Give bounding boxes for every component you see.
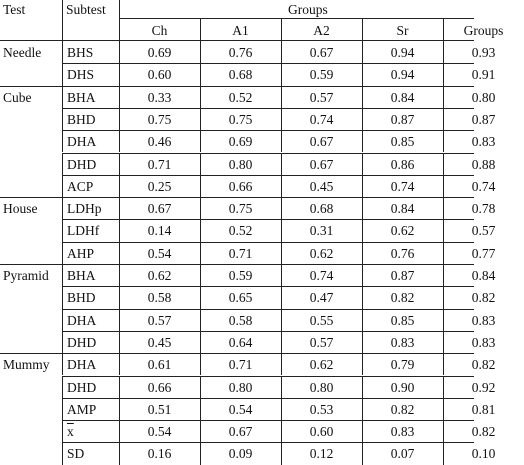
value-cell: 0.67 xyxy=(309,134,334,150)
row-vline xyxy=(119,442,120,464)
value-cell: 0.57 xyxy=(309,334,334,350)
row-vline xyxy=(281,442,282,464)
row-vline xyxy=(281,242,282,264)
row-vline xyxy=(362,242,363,264)
subtest-label: BHS xyxy=(67,45,94,60)
row-vline xyxy=(119,286,120,308)
row-vline xyxy=(119,108,120,130)
header-vline-test xyxy=(62,0,63,40)
value-cell: 0.82 xyxy=(390,290,415,306)
value-cell: 0.45 xyxy=(309,178,334,194)
row-vline xyxy=(119,219,120,241)
row-rule xyxy=(62,219,474,220)
value-cell: 0.80 xyxy=(228,379,253,395)
value-cell: 0.07 xyxy=(390,446,415,462)
row-vline xyxy=(200,63,201,85)
subtest-label: AHP xyxy=(67,245,95,261)
row-rule xyxy=(0,264,474,265)
value-cell: 0.79 xyxy=(390,357,415,373)
row-vline xyxy=(443,376,444,398)
value-cell: 0.82 xyxy=(471,290,496,306)
value-cell: 0.33 xyxy=(147,89,172,105)
row-vline xyxy=(62,442,63,464)
row-vline xyxy=(281,63,282,85)
row-rule xyxy=(62,398,474,399)
subtest-label: BHD xyxy=(67,290,96,306)
value-cell: 0.69 xyxy=(147,45,172,60)
row-vline xyxy=(281,153,282,175)
value-cell: 0.82 xyxy=(471,424,496,440)
subtest-label: LDHf xyxy=(67,223,100,239)
value-cell: 0.59 xyxy=(309,67,334,83)
value-cell: 0.94 xyxy=(390,45,415,60)
row-vline xyxy=(443,331,444,353)
value-cell: 0.64 xyxy=(228,334,253,350)
value-cell: 0.71 xyxy=(228,357,253,373)
value-cell: 0.57 xyxy=(471,223,496,239)
value-cell: 0.81 xyxy=(471,401,496,417)
header-col-sr: Sr xyxy=(396,23,409,38)
value-cell: 0.60 xyxy=(147,67,172,83)
row-vline xyxy=(281,309,282,331)
value-cell: 0.68 xyxy=(228,67,253,83)
subtest-label: $\overline{x}$ xyxy=(67,424,74,440)
value-cell: 0.87 xyxy=(390,268,415,283)
value-cell: 0.10 xyxy=(471,446,496,462)
row-vline xyxy=(281,197,282,219)
row-vline xyxy=(200,331,201,353)
row-vline xyxy=(281,41,282,63)
value-cell: 0.62 xyxy=(390,223,415,239)
row-vline xyxy=(362,376,363,398)
value-cell: 0.87 xyxy=(471,111,496,127)
header-col-a1: A1 xyxy=(232,23,249,38)
value-cell: 0.52 xyxy=(228,223,253,239)
value-cell: 0.74 xyxy=(309,111,334,127)
header-subtest: Subtest xyxy=(66,2,106,17)
header-vline-col-1 xyxy=(281,18,282,40)
row-vline xyxy=(281,376,282,398)
value-cell: 0.55 xyxy=(309,312,334,328)
value-cell: 0.62 xyxy=(147,268,172,283)
value-cell: 0.83 xyxy=(471,334,496,350)
row-vline xyxy=(119,197,120,219)
row-vline xyxy=(362,264,363,286)
row-vline xyxy=(119,376,120,398)
row-rule xyxy=(0,86,474,87)
subtest-label: DHS xyxy=(67,67,95,83)
value-cell: 0.88 xyxy=(471,156,496,172)
value-cell: 0.57 xyxy=(309,89,334,105)
row-rule xyxy=(62,309,474,310)
value-cell: 0.53 xyxy=(309,401,334,417)
row-vline xyxy=(281,175,282,197)
row-rule xyxy=(62,242,474,243)
row-vline xyxy=(62,175,63,197)
row-vline xyxy=(62,376,63,398)
subtest-label: LDHp xyxy=(67,201,102,217)
row-vline xyxy=(62,219,63,241)
subtest-label: DHA xyxy=(67,134,97,150)
row-vline xyxy=(200,175,201,197)
row-vline xyxy=(443,175,444,197)
row-vline xyxy=(281,108,282,130)
row-vline xyxy=(281,219,282,241)
row-vline xyxy=(62,309,63,331)
value-cell: 0.65 xyxy=(228,290,253,306)
value-cell: 0.69 xyxy=(228,134,253,150)
value-cell: 0.66 xyxy=(147,379,172,395)
header-rule-bottom xyxy=(0,40,474,41)
row-vline xyxy=(119,242,120,264)
row-vline xyxy=(362,41,363,63)
value-cell: 0.75 xyxy=(228,111,253,127)
row-vline xyxy=(62,398,63,420)
row-vline xyxy=(62,63,63,85)
value-cell: 0.14 xyxy=(147,223,172,239)
value-cell: 0.80 xyxy=(228,156,253,172)
value-cell: 0.74 xyxy=(390,178,415,194)
value-cell: 0.57 xyxy=(147,312,172,328)
row-vline xyxy=(119,86,120,108)
row-vline xyxy=(443,420,444,442)
row-vline xyxy=(362,153,363,175)
value-cell: 0.67 xyxy=(147,201,172,217)
row-vline xyxy=(200,219,201,241)
row-vline xyxy=(362,175,363,197)
row-vline xyxy=(362,286,363,308)
value-cell: 0.82 xyxy=(390,401,415,417)
row-vline xyxy=(362,219,363,241)
row-vline xyxy=(62,242,63,264)
subtest-label: DHA xyxy=(67,357,97,373)
row-vline xyxy=(281,130,282,152)
value-cell: 0.46 xyxy=(147,134,172,150)
test-label: Pyramid xyxy=(3,268,49,283)
row-rule xyxy=(0,197,474,198)
row-vline xyxy=(281,286,282,308)
subtest-label: DHD xyxy=(67,334,97,350)
test-label: Cube xyxy=(3,89,32,105)
value-cell: 0.12 xyxy=(309,446,334,462)
row-vline xyxy=(119,130,120,152)
row-vline xyxy=(200,108,201,130)
value-cell: 0.54 xyxy=(228,401,253,417)
row-vline xyxy=(362,197,363,219)
value-cell: 0.31 xyxy=(309,223,334,239)
row-vline xyxy=(62,331,63,353)
value-cell: 0.62 xyxy=(309,357,334,373)
row-vline xyxy=(62,86,63,108)
row-vline xyxy=(62,420,63,442)
row-vline xyxy=(62,108,63,130)
row-vline xyxy=(443,242,444,264)
value-cell: 0.84 xyxy=(390,201,415,217)
test-label: Mummy xyxy=(3,357,50,373)
row-vline xyxy=(119,175,120,197)
test-label: House xyxy=(3,201,38,217)
value-cell: 0.60 xyxy=(309,424,334,440)
row-vline xyxy=(362,398,363,420)
value-cell: 0.58 xyxy=(147,290,172,306)
value-cell: 0.59 xyxy=(228,268,253,283)
value-cell: 0.94 xyxy=(390,67,415,83)
value-cell: 0.74 xyxy=(309,268,334,283)
row-vline xyxy=(200,286,201,308)
value-cell: 0.87 xyxy=(390,111,415,127)
row-vline xyxy=(200,264,201,286)
row-vline xyxy=(119,264,120,286)
row-vline xyxy=(443,309,444,331)
value-cell: 0.85 xyxy=(390,134,415,150)
value-cell: 0.77 xyxy=(471,245,496,261)
value-cell: 0.67 xyxy=(228,424,253,440)
value-cell: 0.52 xyxy=(228,89,253,105)
value-cell: 0.76 xyxy=(228,45,253,60)
test-label: Needle xyxy=(3,45,42,60)
value-cell: 0.86 xyxy=(390,156,415,172)
header-rule-groups xyxy=(119,18,474,19)
value-cell: 0.82 xyxy=(471,357,496,373)
value-cell: 0.84 xyxy=(471,268,496,283)
row-rule xyxy=(62,376,474,377)
value-cell: 0.85 xyxy=(390,312,415,328)
row-rule xyxy=(62,442,474,443)
header-vline-col-2 xyxy=(362,18,363,40)
subtest-label: DHD xyxy=(67,156,97,172)
row-rule xyxy=(62,175,474,176)
row-rule xyxy=(62,63,474,64)
row-vline xyxy=(443,41,444,63)
row-vline xyxy=(362,442,363,464)
value-cell: 0.83 xyxy=(390,334,415,350)
value-cell: 0.67 xyxy=(309,156,334,172)
value-cell: 0.54 xyxy=(147,424,172,440)
row-vline xyxy=(443,398,444,420)
row-vline xyxy=(62,153,63,175)
value-cell: 0.62 xyxy=(309,245,334,261)
row-vline xyxy=(200,420,201,442)
value-cell: 0.92 xyxy=(471,379,496,395)
row-rule xyxy=(0,353,474,354)
row-rule xyxy=(62,108,474,109)
value-cell: 0.71 xyxy=(228,245,253,261)
row-vline xyxy=(281,398,282,420)
row-vline xyxy=(119,331,120,353)
row-vline xyxy=(443,86,444,108)
row-vline xyxy=(443,63,444,85)
subtest-label: AMP xyxy=(67,401,97,417)
row-vline xyxy=(62,264,63,286)
row-vline xyxy=(62,41,63,63)
row-vline xyxy=(362,420,363,442)
subtest-label: ACP xyxy=(67,178,94,194)
subtest-label: DHD xyxy=(67,379,97,395)
row-vline xyxy=(62,130,63,152)
row-vline xyxy=(281,86,282,108)
row-vline xyxy=(362,108,363,130)
row-vline xyxy=(200,153,201,175)
row-vline xyxy=(443,108,444,130)
row-vline xyxy=(200,309,201,331)
row-vline xyxy=(362,63,363,85)
header-vline-col-3 xyxy=(443,18,444,40)
row-vline xyxy=(200,442,201,464)
row-vline xyxy=(119,41,120,63)
header-col-groups: Groups xyxy=(463,23,504,38)
value-cell: 0.91 xyxy=(471,67,496,83)
value-cell: 0.67 xyxy=(309,45,334,60)
value-cell: 0.76 xyxy=(390,245,415,261)
subtest-label: DHA xyxy=(67,312,97,328)
header-groups: Groups xyxy=(288,2,328,17)
row-vline xyxy=(443,442,444,464)
row-vline xyxy=(281,353,282,375)
row-vline xyxy=(443,353,444,375)
value-cell: 0.66 xyxy=(228,178,253,194)
value-cell: 0.68 xyxy=(309,201,334,217)
subtest-label: BHD xyxy=(67,111,96,127)
value-cell: 0.83 xyxy=(390,424,415,440)
row-rule xyxy=(62,153,474,154)
row-rule xyxy=(62,420,474,421)
row-vline xyxy=(200,86,201,108)
header-vline-col-0 xyxy=(200,18,201,40)
value-cell: 0.80 xyxy=(471,89,496,105)
row-vline xyxy=(362,130,363,152)
row-vline xyxy=(443,197,444,219)
row-rule xyxy=(62,331,474,332)
row-vline xyxy=(281,420,282,442)
row-vline xyxy=(443,153,444,175)
value-cell: 0.58 xyxy=(228,312,253,328)
row-vline xyxy=(200,376,201,398)
value-cell: 0.75 xyxy=(228,201,253,217)
row-vline xyxy=(62,286,63,308)
value-cell: 0.83 xyxy=(471,134,496,150)
subtest-label: BHA xyxy=(67,89,96,105)
value-cell: 0.16 xyxy=(147,446,172,462)
value-cell: 0.54 xyxy=(147,245,172,261)
row-vline xyxy=(362,309,363,331)
row-vline xyxy=(362,331,363,353)
value-cell: 0.90 xyxy=(390,379,415,395)
subtest-label: BHA xyxy=(67,268,96,283)
row-vline xyxy=(62,353,63,375)
header-vline-subtest xyxy=(119,0,120,40)
value-cell: 0.84 xyxy=(390,89,415,105)
value-cell: 0.80 xyxy=(309,379,334,395)
value-cell: 0.71 xyxy=(147,156,172,172)
row-vline xyxy=(200,197,201,219)
row-vline xyxy=(200,130,201,152)
row-vline xyxy=(119,398,120,420)
header-col-ch: Ch xyxy=(151,23,168,38)
value-cell: 0.74 xyxy=(471,178,496,194)
row-vline xyxy=(443,286,444,308)
row-vline xyxy=(119,309,120,331)
subtest-label: SD xyxy=(67,446,85,462)
row-vline xyxy=(200,353,201,375)
row-vline xyxy=(119,153,120,175)
row-vline xyxy=(443,130,444,152)
header-col-a2: A2 xyxy=(313,23,330,38)
row-vline xyxy=(200,398,201,420)
row-vline xyxy=(119,63,120,85)
row-rule xyxy=(62,286,474,287)
row-rule xyxy=(62,130,474,131)
header-test: Test xyxy=(3,2,26,17)
row-vline xyxy=(62,197,63,219)
value-cell: 0.25 xyxy=(147,178,172,194)
value-cell: 0.83 xyxy=(471,312,496,328)
value-cell: 0.45 xyxy=(147,334,172,350)
row-vline xyxy=(443,219,444,241)
value-cell: 0.09 xyxy=(228,446,253,462)
row-vline xyxy=(362,86,363,108)
value-cell: 0.47 xyxy=(309,290,334,306)
row-vline xyxy=(281,264,282,286)
value-cell: 0.93 xyxy=(471,45,496,60)
row-vline xyxy=(200,41,201,63)
row-vline xyxy=(443,264,444,286)
value-cell: 0.78 xyxy=(471,201,496,217)
value-cell: 0.75 xyxy=(147,111,172,127)
row-vline xyxy=(200,242,201,264)
value-cell: 0.61 xyxy=(147,357,172,373)
value-cell: 0.51 xyxy=(147,401,172,417)
row-vline xyxy=(119,420,120,442)
row-vline xyxy=(281,331,282,353)
row-vline xyxy=(119,353,120,375)
row-vline xyxy=(362,353,363,375)
